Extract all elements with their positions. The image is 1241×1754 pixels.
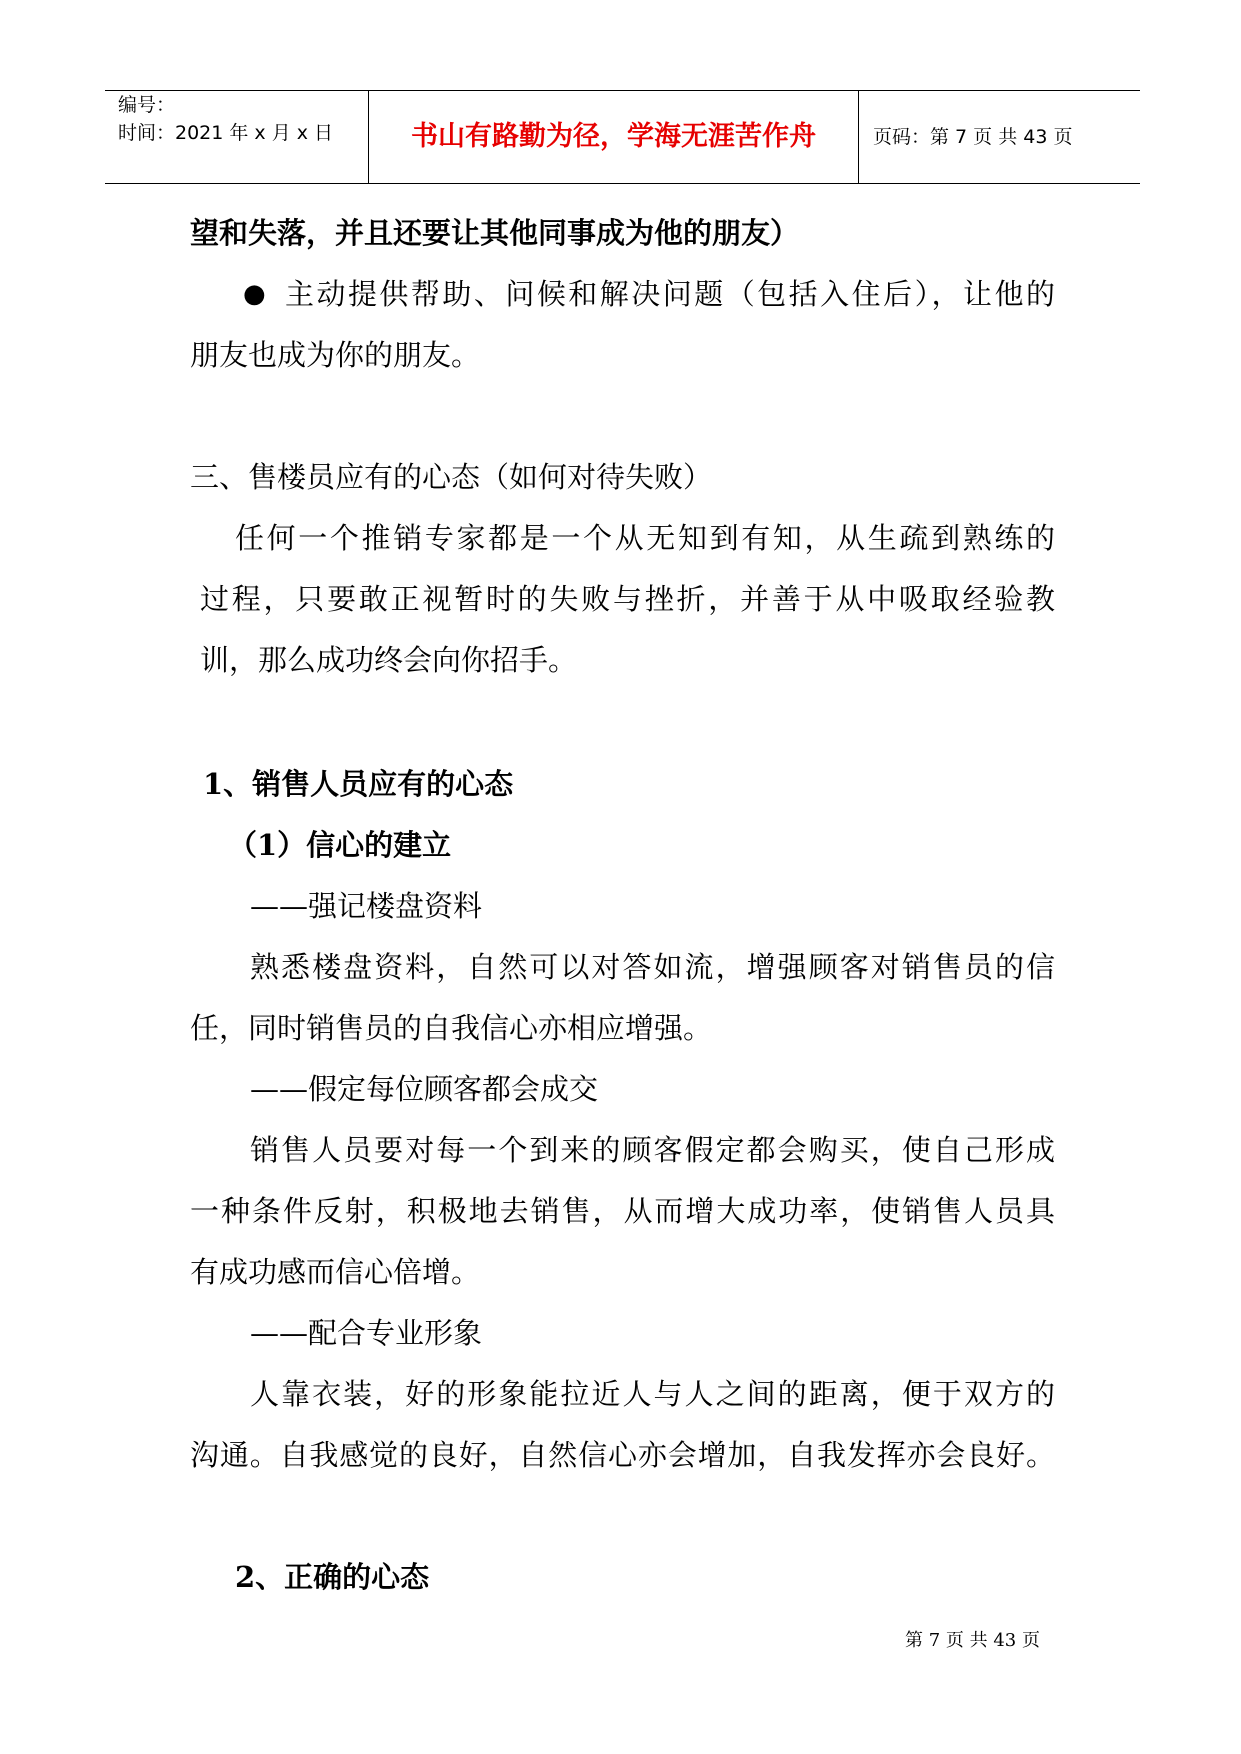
paragraph-line: 任，同时销售员的自我信心亦相应增强。 [190,1011,713,1045]
header-page-label: 页码：第 7 页 共 43 页 [873,126,1073,148]
subsection-heading: 2、正确的心态 [235,1560,430,1594]
paragraph-line: 沟通。自我感觉的良好，自然信心亦会增加，自我发挥亦会良好。 [190,1438,1055,1472]
paragraph-line: 销售人员要对每一个到来的顾客假定都会购买，使自己形成 [250,1133,1055,1167]
section-heading: 三、售楼员应有的心态（如何对待失败） [190,460,713,494]
header-time-label: 时间：2021 年 x 月 x 日 [118,122,334,144]
paragraph-line: 任何一个推销专家都是一个从无知到有知，从生疏到熟练的 [235,521,1055,555]
header-top-rule [105,90,1140,91]
paragraph-line: 有成功感而信心倍增。 [190,1255,481,1289]
item-title: ——假定每位顾客都会成交 [250,1072,599,1106]
header-number-label: 编号： [118,94,176,116]
bullet-icon: ● [243,279,266,309]
paragraph-line: 熟悉楼盘资料，自然可以对答如流，增强顾客对销售员的信 [250,950,1055,984]
header-bottom-rule [105,183,1140,184]
header-divider-right [858,90,859,184]
paragraph-line: 训，那么成功终会向你招手。 [200,643,578,677]
item-title: ——强记楼盘资料 [250,889,483,923]
bullet-item-line: 朋友也成为你的朋友。 [190,338,481,372]
item-title: ——配合专业形象 [250,1316,483,1350]
paragraph-line: 一种条件反射，积极地去销售，从而增大成功率，使销售人员具 [190,1194,1055,1228]
header-motto: 书山有路勤为径，学海无涯苦作舟 [411,121,816,152]
subsection-heading: （1）信心的建立 [228,828,452,862]
bullet-item-line: 主动提供帮助、问候和解决问题（包括入住后），让他的 [285,277,1055,311]
paragraph-line: 望和失落，并且还要让其他同事成为他的朋友） [190,216,800,250]
paragraph-line: 人靠衣装，好的形象能拉近人与人之间的距离，便于双方的 [250,1377,1055,1411]
subsection-heading: 1、销售人员应有的心态 [203,767,514,801]
footer-page-number: 第 7 页 共 43 页 [905,1630,1040,1651]
paragraph-line: 过程，只要敢正视暂时的失败与挫折，并善于从中吸取经验教 [200,582,1055,616]
